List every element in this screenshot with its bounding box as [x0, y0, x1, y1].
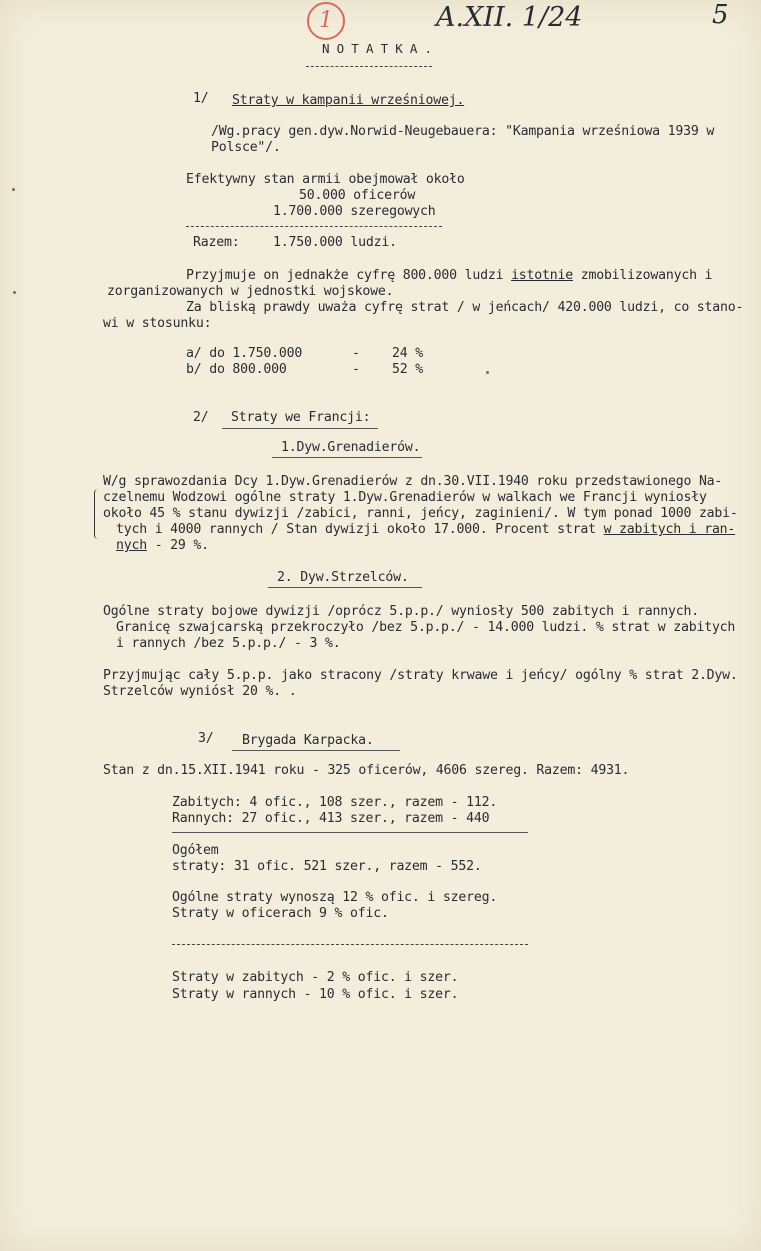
riflemen-total-line-2: Strzelców wyniósł 20 %. . — [103, 684, 297, 699]
ratio-b-percent: 52 % — [392, 362, 423, 377]
grenadiers-line-3: około 45 % stanu dywizji /zabici, ranni, jeńcy, zaginieni/. W tym ponad 1000 zabi- — [103, 506, 738, 521]
riflemen-total-line-1: Przyjmując cały 5.p.p. jako stracony /straty krwawe i jeńcy/ ogólny % strat 2.Dyw. — [103, 668, 738, 683]
ratio-b-dash: - — [352, 362, 360, 377]
total-losses-label: Ogółem — [172, 843, 219, 858]
ratio-a-dash: - — [352, 346, 360, 361]
section-2-number: 2/ — [193, 410, 209, 425]
killed-percent-line: Straty w zabitych - 2 % ofic. i szer. — [172, 970, 459, 985]
officer-losses-line: Straty w oficerach 9 % ofic. — [172, 906, 389, 921]
subsection-riflemen-heading: 2. Dyw.Strzelców. — [277, 570, 409, 585]
sum-rule-carpathian — [172, 832, 528, 833]
effective-strength-line: Efektywny stan armii obejmował około — [186, 172, 465, 187]
title-underline — [306, 66, 432, 67]
separator-rule — [172, 944, 528, 945]
grenadiers-line-1: W/g sprawozdania Dcy 1.Dyw.Grenadierów z dn.30.VII.1940 roku przedstawionego Na- — [103, 474, 723, 489]
paragraph-losses-line-1: Za bliską prawdy uważa cyfrę strat / w jeńcach/ 420.000 ludzi, co stano- — [186, 300, 744, 315]
carpathian-state-line: Stan z dn.15.XII.1941 roku - 325 oficerów, 4606 szereg. Razem: 4931. — [103, 763, 630, 778]
section-3-underline — [232, 750, 400, 751]
paper-speck — [13, 291, 16, 294]
officers-count: 50.000 oficerów — [299, 188, 416, 203]
paragraph-mobilized-line-1: Przyjmuje on jednakże cyfrę 800.000 ludzi istotnie zmobilizowanych i — [186, 268, 713, 283]
paper-speck — [486, 371, 489, 374]
total-label: Razem: — [193, 235, 240, 250]
overall-losses-line: Ogólne straty wynoszą 12 % ofic. i szereg. — [172, 890, 498, 905]
ratio-a-percent: 24 % — [392, 346, 423, 361]
document-title: N O T A T K A . — [322, 41, 432, 56]
total-losses-line: straty: 31 ofic. 521 szer., razem - 552. — [172, 859, 482, 874]
riflemen-line-1: Ogólne straty bojowe dywizji /oprócz 5.p.p./ wyniosły 500 zabitych i rannych. — [103, 604, 699, 619]
source-line-2: Polsce"/. — [211, 140, 281, 155]
wounded-line: Rannych: 27 ofic., 413 szer., razem - 440 — [172, 811, 490, 826]
section-3-heading: Brygada Karpacka. — [242, 733, 374, 748]
paragraph-mobilized-line-2: zorganizowanych w jednostki wojskowe. — [107, 284, 394, 299]
grenadiers-line-2: czelnemu Wodzowi ogólne straty 1.Dyw.Grenadierów w walkach we Francji wyniosły — [103, 490, 707, 505]
soldiers-count: 1.700.000 szeregowych — [273, 204, 436, 219]
subsection-grenadiers-heading: 1.Dyw.Grenadierów. — [281, 440, 421, 455]
section-2-underline — [222, 428, 378, 429]
killed-line: Zabitych: 4 ofic., 108 szer., razem - 112. — [172, 795, 498, 810]
ratio-a-label: a/ do 1.750.000 — [186, 346, 303, 361]
grenadiers-line-5: nych - 29 %. — [116, 538, 209, 553]
source-line-1: /Wg.pracy gen.dyw.Norwid-Neugebauera: "Kampania wrześniowa 1939 w — [211, 124, 715, 139]
section-1-number: 1/ — [193, 91, 209, 106]
riflemen-line-2: Granicę szwajcarską przekroczyło /bez 5.p.p./ - 14.000 ludzi. % strat w zabitych — [116, 620, 736, 635]
circled-page-number: 1 — [307, 2, 345, 40]
section-2-heading: Straty we Francji: — [231, 410, 371, 425]
paragraph-losses-line-2: wi w stosunku: — [103, 316, 212, 331]
sum-rule — [186, 226, 442, 227]
section-3-number: 3/ — [198, 731, 214, 746]
page-number: 5 — [712, 0, 729, 30]
grenadiers-underline — [272, 457, 422, 458]
riflemen-line-3: i rannych /bez 5.p.p./ - 3 %. — [116, 636, 341, 651]
wounded-percent-line: Straty w rannych - 10 % ofic. i szer. — [172, 987, 459, 1002]
section-1-heading: Straty w kampanii wrześniowej. — [232, 93, 465, 108]
ratio-b-label: b/ do 800.000 — [186, 362, 287, 377]
archive-reference: A.XII. 1/24 — [436, 2, 583, 33]
grenadiers-line-4: tych i 4000 rannych / Stan dywizji około 17.000. Procent strat w zabitych i ran- — [116, 522, 736, 537]
total-value: 1.750.000 ludzi. — [273, 235, 397, 250]
paper-speck — [12, 188, 15, 191]
riflemen-underline — [268, 587, 422, 588]
margin-bracket — [94, 489, 101, 539]
